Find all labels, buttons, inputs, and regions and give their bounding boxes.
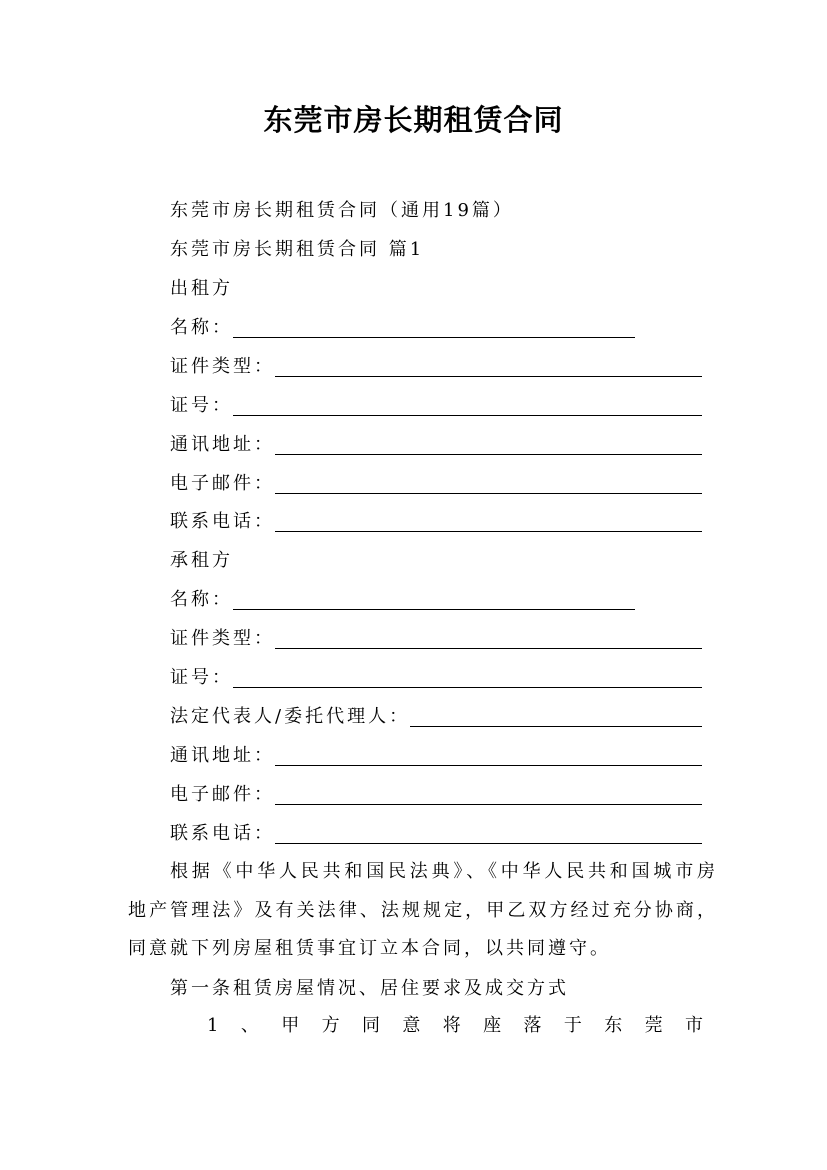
- lessor-name-field: [170, 314, 702, 342]
- lessor-phone-field: [170, 508, 702, 536]
- clause1-char: 、: [240, 1015, 259, 1036]
- clause1-heading: 第一条租赁房屋情况、居住要求及成交方式: [170, 978, 569, 999]
- lessor-address-label: 通讯地址：: [170, 434, 275, 455]
- lessor-email-label: 电子邮件：: [170, 473, 275, 494]
- clause1-char: 于: [563, 1015, 582, 1036]
- lessor-id-number-label: 证号：: [170, 395, 233, 416]
- lessee-representative-label: 法定代表人/委托代理人：: [170, 706, 411, 727]
- lessee-representative-blank[interactable]: [410, 706, 702, 727]
- lessee-phone-field: [170, 820, 702, 848]
- clause1-item1-line: [207, 1012, 703, 1040]
- lessee-email-blank[interactable]: [275, 784, 702, 805]
- lessee-id-number-blank[interactable]: [233, 667, 702, 688]
- lessee-phone-label: 联系电话：: [170, 823, 275, 844]
- preamble-paragraph: 根据《中华人民共和国民法典》、《中华人民共和国城市房地产管理法》及有关法律、法规规定，甲乙双方经过充分协商，同意就下列房屋租赁事宜订立本合同，以共同遵守。: [128, 861, 718, 959]
- clause1-char: 甲: [281, 1015, 300, 1036]
- lessor-address-blank[interactable]: [275, 434, 702, 455]
- lessee-phone-blank[interactable]: [275, 823, 702, 844]
- clause1-char: 意: [402, 1015, 421, 1036]
- lessee-name-field: [170, 586, 702, 614]
- clause1-char: 座: [483, 1015, 502, 1036]
- lessee-representative-field: [170, 703, 702, 731]
- lessor-email-field: [170, 470, 702, 498]
- lessee-id-type-label: 证件类型：: [170, 628, 275, 649]
- lessee-email-label: 电子邮件：: [170, 784, 275, 805]
- clause1-char: 莞: [644, 1015, 663, 1036]
- clause1-char: 将: [442, 1015, 461, 1036]
- lessee-id-number-field: [170, 664, 702, 692]
- lessor-heading: 出租方: [170, 278, 233, 299]
- document-title: 东莞市房长期租赁合同: [263, 103, 564, 137]
- lessor-id-number-field: [170, 392, 702, 420]
- lessor-id-type-label: 证件类型：: [170, 356, 275, 377]
- lessor-id-type-field: [170, 353, 702, 381]
- lessee-name-label: 名称：: [170, 589, 233, 610]
- article-heading: 东莞市房长期租赁合同 篇1: [170, 239, 425, 260]
- lessee-id-type-blank[interactable]: [275, 628, 702, 649]
- lessor-id-number-blank[interactable]: [233, 395, 702, 416]
- clause1-char: 市: [684, 1015, 703, 1036]
- lessee-id-type-field: [170, 625, 702, 653]
- clause1-char: 落: [523, 1015, 542, 1036]
- lessor-phone-label: 联系电话：: [170, 511, 275, 532]
- lessee-address-label: 通讯地址：: [170, 745, 275, 766]
- lessee-address-blank[interactable]: [275, 745, 702, 766]
- lessee-address-field: [170, 742, 702, 770]
- lessee-email-field: [170, 781, 702, 809]
- clause1-char: 东: [604, 1015, 623, 1036]
- lessee-heading: 承租方: [170, 550, 233, 571]
- lessor-email-blank[interactable]: [275, 473, 702, 494]
- lessor-name-label: 名称：: [170, 317, 233, 338]
- lessor-phone-blank[interactable]: [275, 511, 702, 532]
- document-subtitle: 东莞市房长期租赁合同（通用19篇）: [170, 200, 514, 221]
- lessee-id-number-label: 证号：: [170, 667, 233, 688]
- lessor-name-blank[interactable]: [233, 317, 635, 338]
- clause1-char: 1: [207, 1015, 219, 1036]
- lessee-name-blank[interactable]: [233, 589, 635, 610]
- lessor-address-field: [170, 431, 702, 459]
- lessor-id-type-blank[interactable]: [275, 356, 702, 377]
- clause1-char: 同: [361, 1015, 380, 1036]
- clause1-char: 方: [321, 1015, 340, 1036]
